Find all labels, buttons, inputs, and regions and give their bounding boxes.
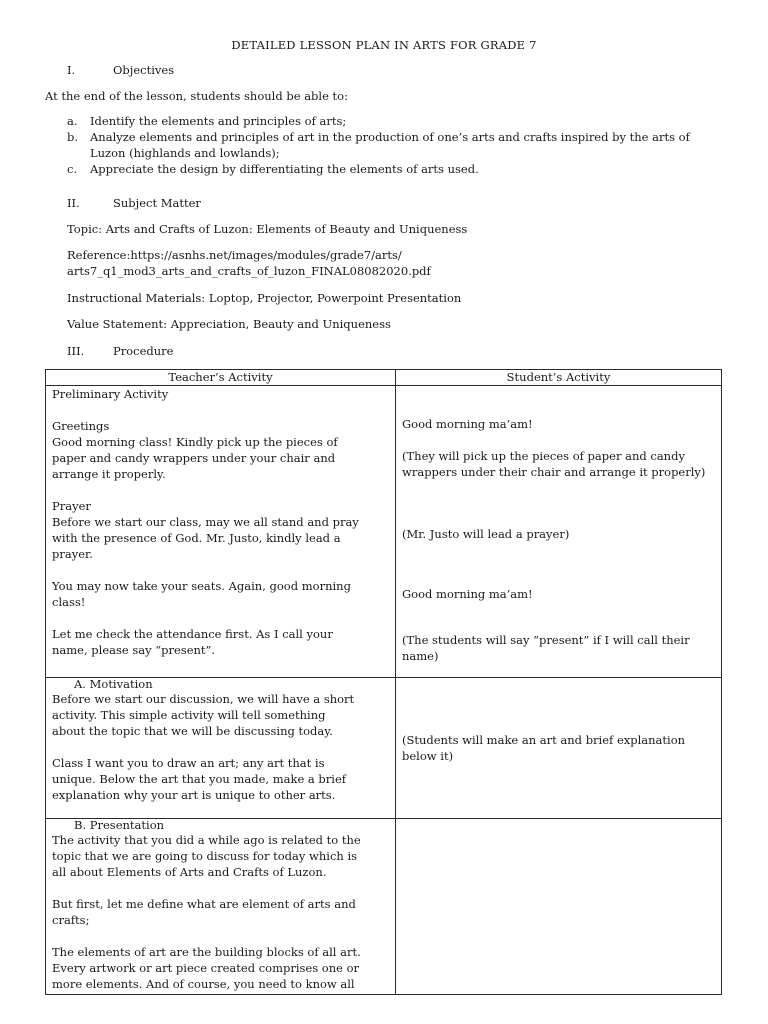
greetings-heading: Greetings — [52, 419, 110, 433]
table-row — [46, 386, 722, 678]
page-title: DETAILED LESSON PLAN IN ARTS FOR GRADE 7 — [231, 38, 537, 52]
motivation-text-1: Before we start our discussion, we will have a short activity. This simple activity will tell something about the topic that we will be discussing today. — [52, 692, 355, 738]
student-cell-presentation — [396, 819, 722, 995]
teacher-activity-header: Teacher’s Activity — [46, 370, 396, 386]
subject-matter-title: Subject Matter — [113, 196, 201, 210]
teacher-cell-preliminary — [46, 386, 396, 678]
student-prayer: (Mr. Justo will lead a prayer) — [402, 527, 570, 541]
teacher-cell-presentation — [46, 819, 396, 995]
procedure-number: III. — [67, 344, 85, 358]
subject-matter-number: II. — [67, 196, 80, 210]
table-row — [46, 819, 722, 995]
list-item — [67, 113, 717, 129]
objective-text: Appreciate the design by differentiating the elements of arts used. — [90, 162, 479, 176]
presentation-text-2: But first, let me define what are element of arts and crafts; — [52, 897, 356, 927]
preliminary-label: Preliminary Activity — [52, 387, 169, 401]
list-marker: a. — [67, 114, 78, 128]
motivation-text-2: Class I want you to draw an art; any art that is unique. Below the art that you made, make a brief explanation why your art is unique to other arts. — [52, 756, 347, 802]
objectives-list — [67, 113, 717, 177]
student-pickup: (They will pick up the pieces of paper and candy wrappers under their chair and arrange it properly) — [402, 449, 706, 479]
reference-line: Reference:https://asnhs.net/images/modules/grade7/arts/ arts7_q1_mod3_arts_and_crafts_of_luzon_FINAL08082020.pdf — [67, 248, 431, 278]
objectives-number: I. — [67, 63, 76, 77]
table-header-row — [46, 370, 722, 386]
procedure-title: Procedure — [113, 344, 174, 358]
presentation-text-3: The elements of art are the building blocks of all art. Every artwork or art piece created comprises one or more elements. And of course, you need to know all — [52, 945, 361, 991]
objectives-heading — [67, 62, 174, 78]
list-marker: c. — [67, 162, 78, 176]
prayer-text: Before we start our class, may we all stand and pray with the presence of God. Mr. Justo, kindly lead a prayer. — [52, 515, 359, 561]
student-activity-header: Student’s Activity — [396, 370, 722, 386]
student-cell-motivation — [396, 678, 722, 819]
motivation-label: A. Motivation — [74, 677, 153, 691]
procedure-heading — [67, 343, 173, 359]
presentation-text-1: The activity that you did a while ago is related to the topic that we are going to discuss for today which is all about Elements of Arts and Crafts of Luzon. — [52, 833, 361, 879]
student-present: (The students will say “present” if I will call their name) — [402, 633, 690, 663]
topic-line: Topic: Arts and Crafts of Luzon: Elements of Beauty and Uniqueness — [67, 222, 468, 236]
table-row — [46, 678, 722, 819]
objectives-intro: At the end of the lesson, students should be able to: — [45, 89, 348, 103]
prayer-heading: Prayer — [52, 499, 91, 513]
value-statement-line: Value Statement: Appreciation, Beauty and Uniqueness — [67, 317, 391, 331]
list-item — [67, 161, 717, 177]
greetings-text: Good morning class! Kindly pick up the pieces of paper and candy wrappers under your chair and arrange it properly. — [52, 435, 338, 481]
attendance-text: Let me check the attendance first. As I call your name, please say “present”. — [52, 627, 333, 657]
student-greeting-2: Good morning ma’am! — [402, 587, 533, 601]
objective-text: Identify the elements and principles of arts; — [90, 114, 347, 128]
objectives-title: Objectives — [113, 63, 175, 77]
list-marker: b. — [67, 130, 79, 144]
teacher-cell-motivation — [46, 678, 396, 819]
presentation-label: B. Presentation — [74, 818, 165, 832]
seats-text: You may now take your seats. Again, good morning class! — [52, 579, 351, 609]
subject-matter-heading — [67, 195, 201, 211]
student-greeting: Good morning ma’am! — [402, 417, 533, 431]
student-cell-preliminary — [396, 386, 722, 678]
list-item — [67, 129, 717, 161]
motivation-student-text: (Students will make an art and brief explanation below it) — [402, 733, 686, 763]
procedure-table — [45, 369, 722, 995]
objective-text: Analyze elements and principles of art in the production of one’s arts and crafts inspired by the arts of Luzon (highlands and lowlands); — [90, 130, 690, 160]
materials-line: Instructional Materials: Loptop, Projector, Powerpoint Presentation — [67, 291, 462, 305]
